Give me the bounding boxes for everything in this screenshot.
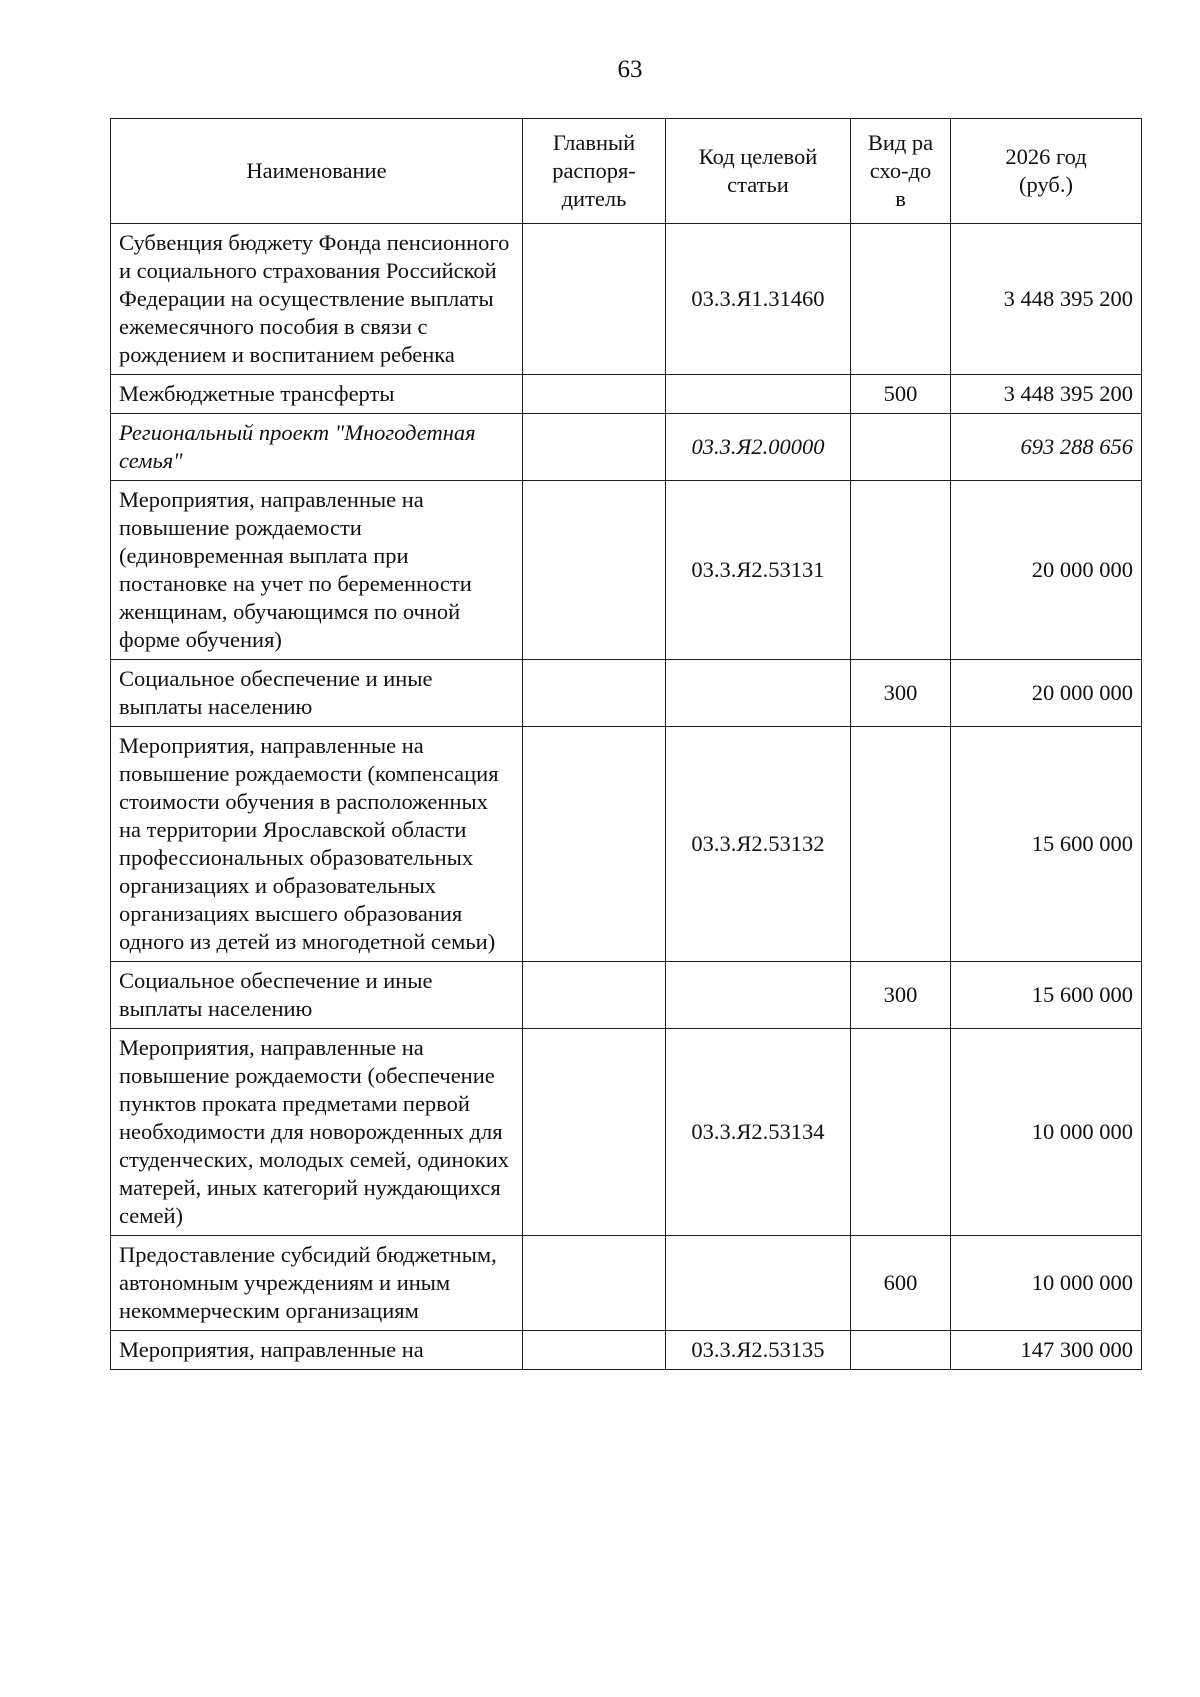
row-amount-cell: 10 000 000 <box>951 1029 1142 1236</box>
row-type-cell <box>851 224 951 375</box>
row-amount-cell: 10 000 000 <box>951 1236 1142 1331</box>
header-admin-text: Главный распоря-дитель <box>552 130 636 211</box>
row-name-cell: Социальное обеспечение и иные выплаты населению <box>111 660 523 727</box>
row-name-cell: Межбюджетные трансферты <box>111 375 523 414</box>
row-admin-cell <box>523 1331 666 1370</box>
row-admin-cell <box>523 660 666 727</box>
row-name-cell: Предоставление субсидий бюджетным, автономным учреждениям и иным некоммерческим организациям <box>111 1236 523 1331</box>
row-amount-cell: 20 000 000 <box>951 660 1142 727</box>
row-admin-cell <box>523 481 666 660</box>
row-code-cell <box>666 375 851 414</box>
row-code-cell <box>666 1236 851 1331</box>
table-row <box>111 962 1142 1029</box>
table-header-row <box>111 119 1142 224</box>
table-row <box>111 660 1142 727</box>
header-year-text: 2026 год (руб.) <box>1005 144 1087 197</box>
row-type-cell: 600 <box>851 1236 951 1331</box>
row-type-cell <box>851 414 951 481</box>
row-code-cell <box>666 962 851 1029</box>
row-name-cell: Мероприятия, направленные на повышение рождаемости (компенсация стоимости обучения в расположенных на территории Ярославской области профессиональных образовательных организациях и образовательных организациях высшего образования одного из детей из многодетной семьи) <box>111 727 523 962</box>
row-name-cell: Мероприятия, направленные на повышение рождаемости (обеспечение пунктов проката предметами первой необходимости для новорожденных для студенческих, молодых семей, одиноких матерей, иных категорий нуждающихся семей) <box>111 1029 523 1236</box>
row-code-cell: 03.3.Я2.53132 <box>666 727 851 962</box>
table-row <box>111 375 1142 414</box>
row-admin-cell <box>523 224 666 375</box>
row-code-cell: 03.3.Я2.53134 <box>666 1029 851 1236</box>
row-code-cell: 03.3.Я1.31460 <box>666 224 851 375</box>
row-amount-cell: 15 600 000 <box>951 962 1142 1029</box>
row-code-cell: 03.3.Я2.53135 <box>666 1331 851 1370</box>
header-name: Наименование <box>111 119 523 224</box>
row-admin-cell <box>523 727 666 962</box>
table-row <box>111 1331 1142 1370</box>
row-admin-cell <box>523 1029 666 1236</box>
row-amount-cell: 15 600 000 <box>951 727 1142 962</box>
row-admin-cell <box>523 375 666 414</box>
header-code-text: Код целевой статьи <box>698 144 818 197</box>
table-row <box>111 1236 1142 1331</box>
row-type-cell <box>851 1331 951 1370</box>
row-admin-cell <box>523 414 666 481</box>
table-row <box>111 1029 1142 1236</box>
header-code <box>666 119 851 224</box>
row-code-cell: 03.3.Я2.00000 <box>666 414 851 481</box>
row-type-cell: 300 <box>851 660 951 727</box>
row-admin-cell <box>523 962 666 1029</box>
row-name-cell: Субвенция бюджету Фонда пенсионного и социального страхования Российской Федерации на осуществление выплаты ежемесячного пособия в связи с рождением и воспитанием ребенка <box>111 224 523 375</box>
row-admin-cell <box>523 1236 666 1331</box>
row-type-cell <box>851 727 951 962</box>
row-name-cell: Мероприятия, направленные на <box>111 1331 523 1370</box>
page-number: 63 <box>617 56 643 83</box>
row-amount-cell: 20 000 000 <box>951 481 1142 660</box>
row-amount-cell: 693 288 656 <box>951 414 1142 481</box>
header-type <box>851 119 951 224</box>
row-type-cell: 300 <box>851 962 951 1029</box>
row-code-cell <box>666 660 851 727</box>
row-name-cell: Социальное обеспечение и иные выплаты населению <box>111 962 523 1029</box>
header-admin <box>523 119 666 224</box>
row-type-cell: 500 <box>851 375 951 414</box>
row-type-cell <box>851 481 951 660</box>
table-row <box>111 481 1142 660</box>
row-amount-cell: 147 300 000 <box>951 1331 1142 1370</box>
header-year <box>951 119 1142 224</box>
table-row <box>111 224 1142 375</box>
budget-table <box>110 118 1142 1370</box>
row-name-cell: Региональный проект "Многодетная семья" <box>111 414 523 481</box>
row-amount-cell: 3 448 395 200 <box>951 224 1142 375</box>
header-type-text: Вид расхо-дов <box>867 130 934 211</box>
row-name-cell: Мероприятия, направленные на повышение рождаемости (единовременная выплата при постановке на учет по беременности женщинам, обучающимся по очной форме обучения) <box>111 481 523 660</box>
row-type-cell <box>851 1029 951 1236</box>
row-amount-cell: 3 448 395 200 <box>951 375 1142 414</box>
row-code-cell: 03.3.Я2.53131 <box>666 481 851 660</box>
table-row <box>111 727 1142 962</box>
table-row <box>111 414 1142 481</box>
